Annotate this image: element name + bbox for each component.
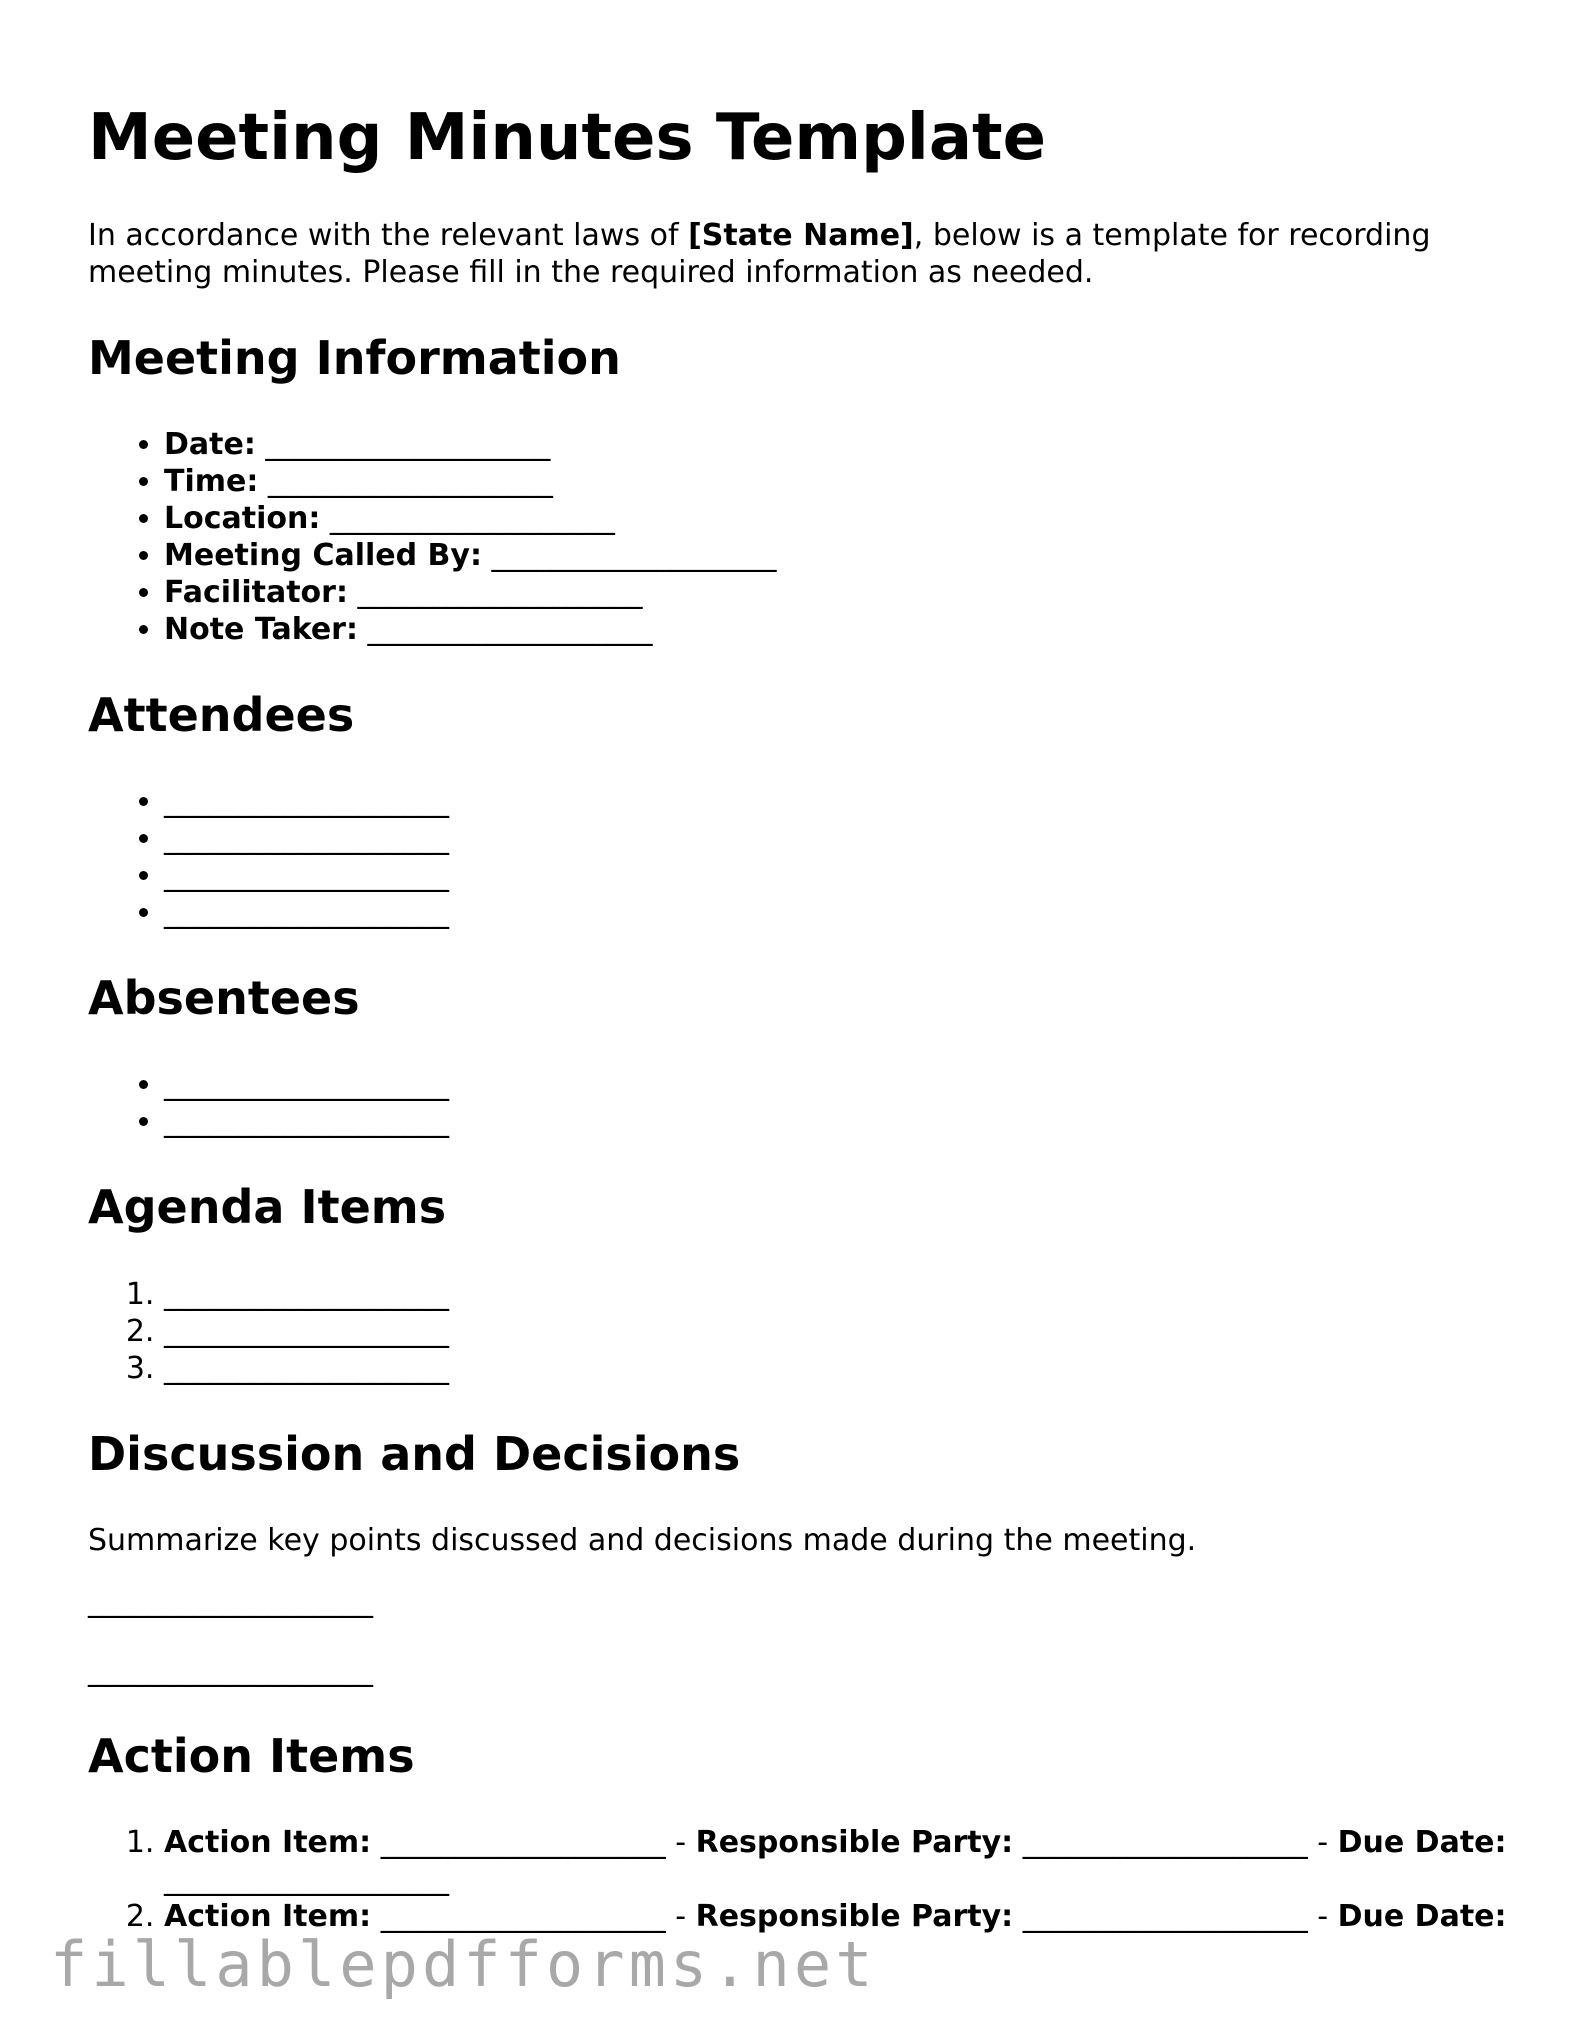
fill-blank[interactable]: ___________________ xyxy=(1022,1824,1308,1860)
field-label: Location: xyxy=(164,500,321,536)
action-label: Action Item: xyxy=(164,1824,372,1860)
fill-blank[interactable]: ___________________ xyxy=(164,858,449,894)
fill-blank[interactable]: ___________________ xyxy=(1022,1898,1308,1934)
fill-blank[interactable]: ___________________ xyxy=(164,1861,449,1897)
list-item xyxy=(164,1276,1508,1313)
watermark: fillablepdfforms.net xyxy=(50,1928,877,2001)
agenda-list xyxy=(88,1276,1508,1387)
fill-blank[interactable]: ___________________ xyxy=(88,1583,373,1619)
agenda-heading: Agenda Items xyxy=(88,1180,447,1235)
fill-blank[interactable]: ___________________ xyxy=(164,1313,449,1349)
fill-blank[interactable]: ___________________ xyxy=(380,1898,666,1934)
field-note-taker xyxy=(164,611,1508,648)
fill-blank[interactable]: ___________________ xyxy=(88,1652,373,1688)
fill-blank[interactable]: ___________________ xyxy=(164,895,449,931)
list-item xyxy=(164,783,1508,820)
intro-prefix: In accordance with the relevant laws of xyxy=(88,217,689,253)
fill-blank[interactable]: ___________________ xyxy=(329,500,615,536)
field-facilitator xyxy=(164,574,1508,611)
page-title: Meeting Minutes Template xyxy=(88,101,1046,175)
action-items-heading: Action Items xyxy=(88,1728,415,1783)
intro-paragraph xyxy=(88,217,1508,291)
fill-blank[interactable]: ___________________ xyxy=(164,821,449,857)
fill-blank[interactable]: ___________________ xyxy=(491,537,777,573)
fill-blank[interactable]: ___________________ xyxy=(164,1350,449,1386)
action-item xyxy=(164,1824,1508,1898)
list-item xyxy=(164,894,1508,931)
field-label: Meeting Called By: xyxy=(164,537,482,573)
field-label: Time: xyxy=(164,463,259,499)
field-label: Note Taker: xyxy=(164,611,358,647)
fill-blank[interactable]: ___________________ xyxy=(267,463,553,499)
fill-blank[interactable]: ___________________ xyxy=(357,574,643,610)
list-item xyxy=(164,1066,1508,1103)
responsible-label: Responsible Party: xyxy=(695,1898,1014,1934)
absentees-heading: Absentees xyxy=(88,971,360,1026)
attendees-heading: Attendees xyxy=(88,687,355,742)
separator: - xyxy=(1307,1898,1338,1934)
list-item xyxy=(164,1103,1508,1140)
intro-suffix: , below is a template for recording meeting minutes. Please fill in the required information as needed. xyxy=(88,217,1431,290)
fill-blank[interactable]: ___________________ xyxy=(367,611,653,647)
list-item xyxy=(164,820,1508,857)
fill-blank[interactable]: ___________________ xyxy=(164,784,449,820)
fill-blank[interactable]: ___________________ xyxy=(164,1276,449,1312)
list-item xyxy=(164,857,1508,894)
separator: - xyxy=(665,1824,696,1860)
field-label: Facilitator: xyxy=(164,574,348,610)
field-label: Date: xyxy=(164,426,256,462)
action-label: Action Item: xyxy=(164,1898,372,1934)
meeting-info-heading: Meeting Information xyxy=(88,330,621,385)
due-label: Due Date: xyxy=(1337,1898,1507,1934)
meeting-info-list xyxy=(88,426,1508,648)
list-item xyxy=(164,1313,1508,1350)
fill-blank[interactable]: ___________________ xyxy=(265,426,551,462)
discussion-line xyxy=(88,1583,1508,1620)
state-name: [State Name] xyxy=(688,217,914,253)
absentees-list xyxy=(88,1066,1508,1140)
due-label: Due Date: xyxy=(1337,1824,1507,1860)
discussion-text: Summarize key points discussed and decisions made during the meeting. xyxy=(88,1522,1197,1558)
discussion-heading: Discussion and Decisions xyxy=(88,1426,741,1481)
fill-blank[interactable]: ___________________ xyxy=(164,1104,449,1140)
field-called-by xyxy=(164,537,1508,574)
separator: - xyxy=(1307,1824,1338,1860)
fill-blank[interactable]: ___________________ xyxy=(380,1824,666,1860)
attendees-list xyxy=(88,783,1508,931)
action-items-list xyxy=(88,1824,1508,1935)
responsible-label: Responsible Party: xyxy=(695,1824,1014,1860)
field-location xyxy=(164,500,1508,537)
list-item xyxy=(164,1350,1508,1387)
separator: - xyxy=(665,1898,696,1934)
fill-blank[interactable]: ___________________ xyxy=(164,1067,449,1103)
field-date xyxy=(164,426,1508,463)
document-page xyxy=(88,100,1508,1975)
field-time xyxy=(164,463,1508,500)
discussion-line xyxy=(88,1652,1508,1689)
